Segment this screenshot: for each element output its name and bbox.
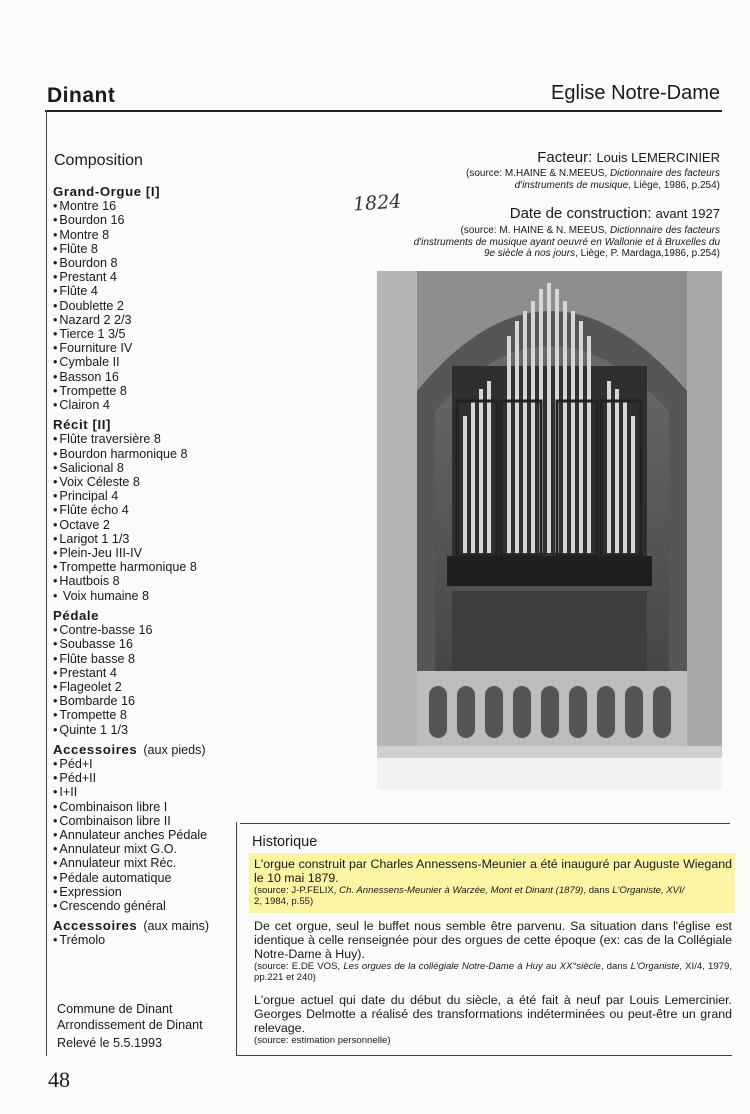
stop-item: • Principal 4 [53,489,233,503]
stop-item: • Flûte écho 4 [53,503,233,517]
stop-item: • Bourdon harmonique 8 [53,447,233,461]
facteur-source-title-2: d'instruments de musique [514,179,629,191]
p1-src-a: (source: J-P.FELIX, [254,885,340,896]
historique-p2-text: De cet orgue, seul le buffet nous semble être parvenu. Sa situation dans l'église est identique à celle renseignée pour des orgues de cette époque (ex: cas de la Collégiale Notre-Dame à Huy). [254,919,732,961]
city-title: Dinant [47,84,116,107]
releve-date: Relevé le 5.5.1993 [57,1036,163,1050]
historique-paragraph-2 [254,919,732,983]
date-construction-source [380,225,720,260]
p2-src-b: Les orgues de la collégiale Notre-Dame à Huy au XX°siècle [343,961,601,972]
section-subtitle: (aux mains) [143,919,210,934]
section-title [53,609,233,623]
church-title: Eglise Notre-Dame [551,82,720,104]
p2-src-e: , XI/4, 1979, pp.221 et 240) [254,961,732,983]
stop-item: • Trémolo [53,933,233,947]
stop-item: • Flûte basse 8 [53,652,233,666]
stop-item: • Pédale automatique [53,871,233,885]
stop-item: • Salicional 8 [53,461,233,475]
stop-item: • Montre 16 [53,199,233,213]
stop-item: • Annulateur anches Pédale [53,828,233,842]
stop-item: • Combinaison libre I [53,800,233,814]
handwritten-note: 1824 [352,190,403,216]
facteur-source-text-2: , Liège, 1986, p.254) [628,179,720,191]
stop-item: • Cymbale II [53,355,233,369]
dc-source-title-3: 9e siècle à nos jours [483,248,576,259]
stop-item: • Crescendo général [53,899,233,913]
p1-src-c: , dans [583,885,613,896]
p2-src-d: L'Organiste [630,961,680,972]
commune-name: Commune de Dinant [57,1002,173,1016]
left-rule [46,110,47,1056]
stop-item: • Prestant 4 [53,666,233,680]
historique-p3-source: (source: estimation personnelle) [254,1035,391,1046]
stop-item: • Trompette 8 [53,384,233,398]
stop-item: • Expression [53,885,233,899]
stop-item: • Flûte 8 [53,242,233,256]
stop-list [53,185,233,948]
stop-item: • Annulateur mixt Réc. [53,856,233,870]
p1-src-b: Ch. Annessens-Meunier à Warzée, Mont et Dinant (1879) [339,885,584,896]
section-title-text: Pédale [53,607,100,623]
historique-paragraph-1 [254,857,732,907]
facteur-line [537,149,720,166]
date-construction-line [510,205,720,222]
composition-title: Composition [54,152,143,169]
section-title [53,185,233,199]
facteur-source [420,168,720,191]
stop-item: • Prestant 4 [53,270,233,284]
dc-source-text: (source: M. HAINE & N. MEEUS, [460,225,610,236]
section-title [53,743,233,757]
stop-item: • Hautbois 8 [53,574,233,588]
stop-item: • Bombarde 16 [53,694,233,708]
stop-item: • Bourdon 16 [53,213,233,227]
historique-p3-text: L'orgue actuel qui date du début du siècle, a été fait à neuf par Louis Lemercinier. Georges Delmotte a réalisé des transformations indéterminées ou peut-être un grand relevage. [254,993,732,1035]
facteur-name: Louis LEMERCINIER [596,150,720,165]
stop-item: • Voix humaine 8 [53,589,233,603]
stop-item: • Montre 8 [53,228,233,242]
stop-item: • Trompette 8 [53,708,233,722]
stop-item: • I+II [53,785,233,799]
stop-item: • Flûte 4 [53,284,233,298]
dc-source-title: Dictionnaire des facteurs [609,225,720,236]
stop-item: • Voix Céleste 8 [53,475,233,489]
commune-block [57,1001,203,1033]
facteur-label: Facteur: [537,149,593,166]
stop-item: • Tierce 1 3/5 [53,327,233,341]
section-subtitle: (aux pieds) [143,742,206,757]
stop-item: • Combinaison libre II [53,814,233,828]
stop-item: • Annulateur mixt G.O. [53,842,233,856]
stop-item: • Péd+I [53,757,233,771]
stop-item: • Octave 2 [53,518,233,532]
organ-photo [377,271,722,789]
header-rule [45,110,722,112]
facteur-source-text: (source: M.HAINE & N.MEEUS, [466,168,610,179]
stop-item: • Basson 16 [53,370,233,384]
section-title-text: Accessoires [53,918,138,934]
stop-item: • Quinte 1 1/3 [53,723,233,737]
bottom-rule [236,1055,732,1056]
stop-item: • Trompette harmonique 8 [53,560,233,574]
facteur-source-title: Dictionnaire des facteurs [609,168,720,179]
stop-item: • Contre-basse 16 [53,623,233,637]
historique-title: Historique [252,834,318,850]
section-title-text: Récit [II] [53,417,112,433]
stop-item: • Péd+II [53,771,233,785]
historique-rule [240,823,730,824]
stop-item: • Nazard 2 2/3 [53,313,233,327]
arrondissement-name: Arrondissement de Dinant [57,1018,203,1032]
historique-p1-source [254,885,732,907]
p2-src-c: , dans [600,961,631,972]
section-title [53,919,233,933]
dc-source-text-3: , Liège, P. Mardaga,1986, p.254) [575,248,720,259]
historique-paragraph-3 [254,993,732,1046]
stop-item: • Larigot 1 1/3 [53,532,233,546]
stop-item: • Plein-Jeu III-IV [53,546,233,560]
stop-item: • Fourniture IV [53,341,233,355]
section-title [53,418,233,432]
date-construction-label: Date de construction: [509,205,652,222]
p1-src-d: L'Organiste, XVI/ [612,885,685,896]
stop-item: • Soubasse 16 [53,637,233,651]
stop-item: • Bourdon 8 [53,256,233,270]
historique-p1-text: L'orgue construit par Charles Annessens-Meunier a été inauguré par Auguste Wiegand le 10 mai 1879. [254,857,732,885]
p1-src-e: 2, 1984, p.55) [254,896,314,907]
middle-rule [236,822,237,1056]
stop-item: • Flûte traversière 8 [53,432,233,446]
section-title-text: Accessoires [53,741,138,757]
historique-p2-source [254,961,732,983]
date-construction-value: avant 1927 [655,206,720,221]
section-title-text: Grand-Orgue [I] [53,184,161,199]
page-number: 48 [48,1067,70,1092]
stop-item: • Doublette 2 [53,299,233,313]
stop-item: • Clairon 4 [53,398,233,412]
stop-item: • Flageolet 2 [53,680,233,694]
dc-source-title-2: d'instruments de musique ayant oeuvré en Wallonie et à Bruxelles du [413,236,720,248]
p2-src-a: (source: E.DE VOS, [254,961,344,972]
